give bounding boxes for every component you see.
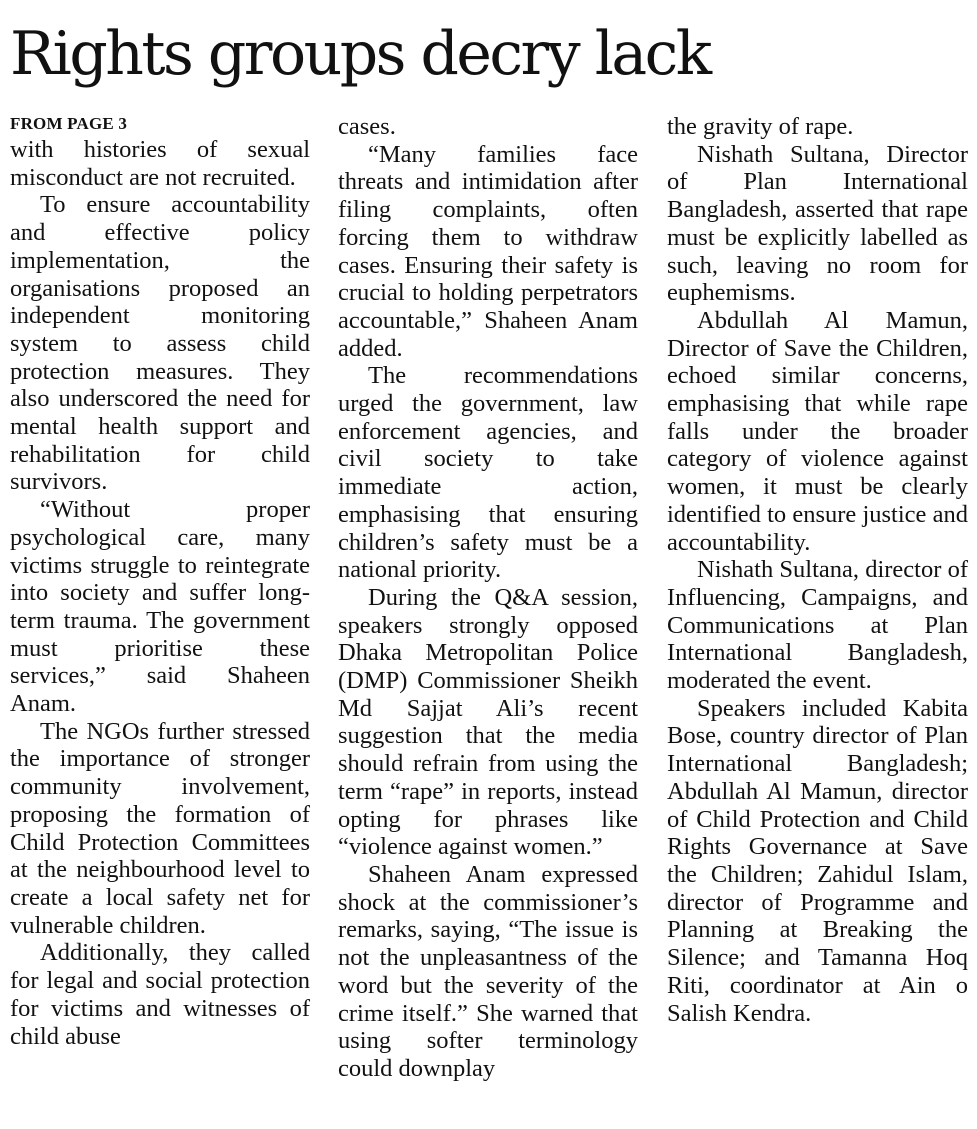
paragraph: Nishath Sultana, Director of Plan International Bangladesh, asserted that rape must be explicitly labelled as such, leaving no room for euphemisms.: [667, 140, 968, 307]
article-column-2: [338, 113, 638, 1083]
paragraph: Abdullah Al Mamun, Director of Save the Children, echoed similar concerns, emphasising that while rape falls under the broader category of violence against women, it must be clearly identified to ensure justice and accountability.: [667, 306, 968, 556]
paragraph: Nishath Sultana, director of Influencing, Campaigns, and Communications at Plan International Bangladesh, moderated the event.: [667, 556, 968, 695]
paragraph: Shaheen Anam expressed shock at the commissioner’s remarks, saying, “The issue is not the unpleasantness of the word but the severity of the crime itself.” She warned that using softer terminology could downplay: [338, 860, 638, 1082]
paragraph: cases.: [338, 113, 396, 140]
article-column-3: [667, 113, 968, 1027]
paragraph: The NGOs further stressed the importance of stronger community involvement, proposing the formation of Child Protection Committees at the neighbourhood level to create a local safety net for vulnerable children.: [10, 717, 310, 939]
article-column-1: [10, 113, 310, 1050]
paragraph: with histories of sexual misconduct are not recruited.: [10, 136, 310, 191]
paragraph: the gravity of rape.: [667, 113, 854, 140]
paragraph: During the Q&A session, speakers strongly opposed Dhaka Metropolitan Police (DMP) Commissioner Sheikh Md Sajjat Ali’s recent suggestion that the media should refrain from using the term “rape” in reports, instead opting for phrases like “violence against women.”: [338, 583, 638, 861]
paragraph: “Many families face threats and intimidation after filing complaints, often forcing them to withdraw cases. Ensuring their safety is crucial to holding perpetrators accountable,” Shaheen Anam added.: [338, 140, 638, 362]
paragraph: “Without proper psychological care, many victims struggle to reintegrate into society and suffer long-term trauma. The government must prioritise these services,” said Shaheen Anam.: [10, 496, 310, 718]
paragraph: The recommendations urged the government, law enforcement agencies, and civil society to take immediate action, emphasising that ensuring children’s safety must be a national priority.: [338, 362, 638, 584]
paragraph: Speakers included Kabita Bose, country director of Plan International Bangladesh; Abdullah Al Mamun, director of Child Protection and Child Rights Governance at Save the Children; Zahidul Islam, director of Programme and Planning at Breaking the Silence; and Tamanna Hoq Riti, coordinator at Ain o Salish Kendra.: [667, 694, 968, 1027]
paragraph: To ensure accountability and effective policy implementation, the organisations proposed an independent monitoring system to assess child protection measures. They also underscored the need for mental health support and rehabilitation for child survivors.: [10, 191, 310, 496]
continuation-kicker: FROM PAGE 3: [10, 114, 128, 133]
headline: Rights groups decry lack: [10, 19, 710, 89]
paragraph: Additionally, they called for legal and social protection for victims and witnesses of child abuse: [10, 939, 310, 1050]
